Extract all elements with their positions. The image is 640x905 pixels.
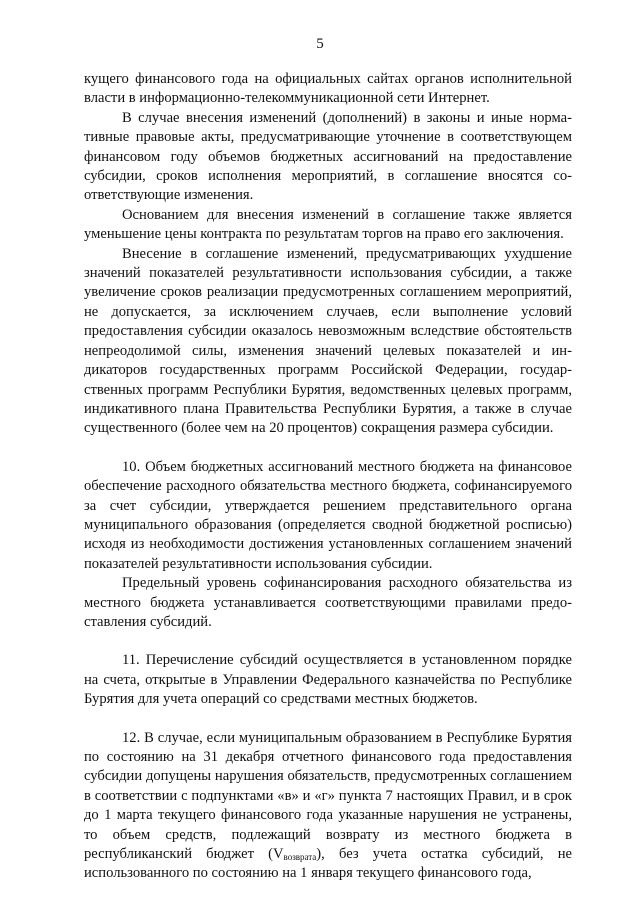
page-number: 5	[316, 36, 324, 52]
paragraph-worsening-indicators: Внесение в соглашение изменений, предусматривающих ухудшение значений показателей результативности использования субсидии, а также увеличение сроков реализации предусмотренных соглашением мероприятий, не допускается, за исключением случаев, если выполнение условий предоставления субсидии оказалось невозможным вследствие обстоятельств непреодолимой силы, изменения значений целевых показателей и индикаторов государственных программ Российской Федерации, государственных программ Республики Бурятия, ведомственных целевых программ, индикативного плана Правительства Республики Бурятия, а также в случае существенного (более чем на 20 процентов) сокращения размера субсидии.	[84, 245, 572, 437]
paragraph-cofinancing-limit: Предельный уровень софинансирования расходного обязательства из местного бюджета устанавливается соответствующими правилами предоставления субсидий.	[84, 575, 572, 630]
v-return-subscript: возврата	[283, 852, 317, 863]
document-body	[84, 70, 572, 884]
paragraph-contract-price: Основанием для внесения изменений в соглашение также является уменьшение цены контракта по результатам торгов на право его заключения.	[84, 206, 572, 243]
paragraph-continuation: кущего финансового года на официальных сайтах органов исполнительной власти в информационно-телекоммуникационной сети Интернет.	[84, 71, 572, 107]
clause-12-text-after: ), без учета остатка субсидий, не использованного по состоянию на 1 января текущего финансового года,	[84, 846, 572, 882]
paragraph-clause-11: 11. Перечисление субсидий осуществляется в установленном порядке на счета, открытые в Управлении Федерального казначейства по Республике Бурятия для учета операций со средствами местных бюджетов.	[84, 652, 572, 708]
paragraph-clause-12	[84, 729, 572, 884]
clause-12-text-before: 12. В случае, если муниципальным образованием в Республике Бурятия по состоянию на 31 декабря отчетного финансового года предоставления субсидии допущены нарушения обязательств, предусмотренных соглашением в соответствии с подпунктами «в» и «г» пункта 7 настоящих Правил, и в срок до 1 марта текущего финансового года указанные нарушения не устранены, то объем средств, подлежащий возврату из местного бюджета в республиканский бюджет (V	[84, 729, 572, 863]
paragraph-clause-10: 10. Объем бюджетных ассигнований местного бюджета на финансовое обеспечение расходного обязательства местного бюджета, софинансируемого за счет субсидии, утверждается решением представительного органа муниципального образования (определяется сводной бюджетной росписью) исходя из необходимости достижения установленных соглашением значений показателей результативности использования субсидии.	[84, 458, 572, 572]
paragraph-amendments: В случае внесения изменений (дополнений) в законы и иные нормативные правовые акты, предусматривающие уточнение в соответствующем финансовом году объемов бюджетных ассигнований на предоставление субсидии, сроков исполнения мероприятий, в соглашение вносятся соответствующие изменения.	[84, 109, 572, 204]
